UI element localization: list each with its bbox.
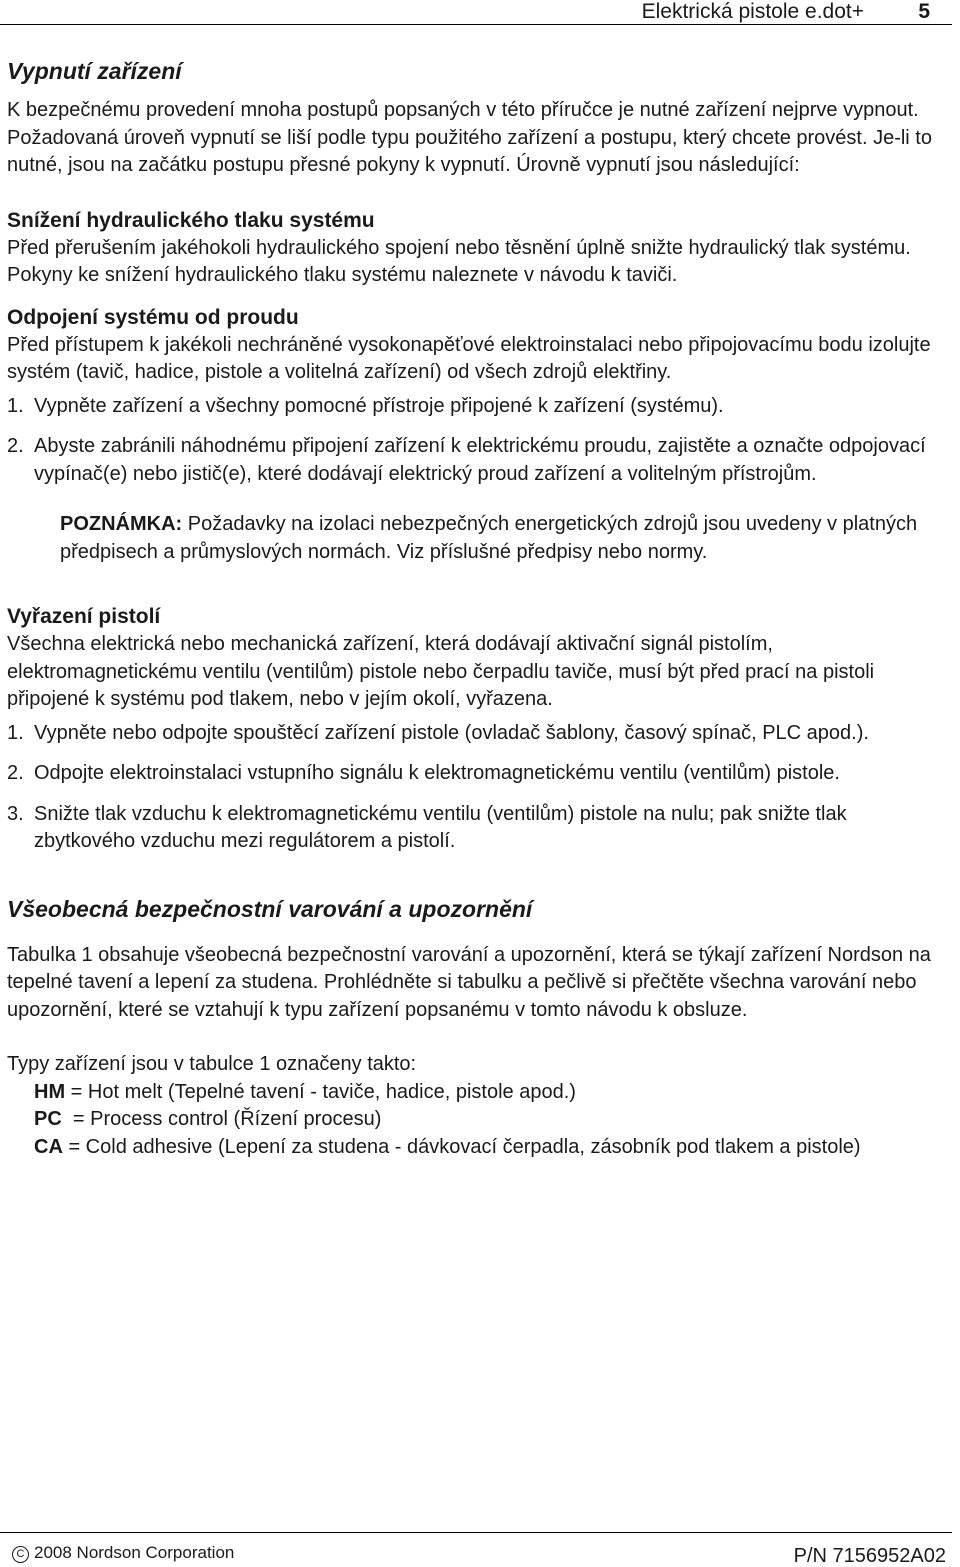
section-title-shutdown: Vypnutí zařízení: [7, 58, 182, 84]
type-row-hm: [34, 1079, 952, 1107]
list-item-number: 3.: [7, 802, 24, 825]
type-desc: = Cold adhesive (Lepení za studena - dávkovací čerpadla, zásobník pod tlakem a pistole): [62, 1135, 861, 1158]
type-code: HM: [34, 1080, 66, 1103]
safety-text: Tabulka 1 obsahuje všeobecná bezpečnostní varování a upozornění, která se týkají zařízení Nordson na tepelné tavení a lepení za studena. Prohlédněte si tabulku a pečlivě si přečtěte všechna varování nebo upozornění, které se vztahují k typu zařízení popsanému v tomto návodu k obsluze.: [7, 943, 931, 1021]
list-item-text: Abyste zabránili náhodnému připojení zařízení k elektrickému proudu, zajistěte a označte odpojovací vypínač(e) nebo jistič(e), které dodávají elektrický proud zařízení a volitelným přístrojům.: [34, 435, 926, 485]
note-text: Požadavky na izolaci nebezpečných energetických zdrojů jsou uvedeny v platných předpisech a průmyslových normách. Viz příslušné předpisy nebo normy.: [60, 513, 918, 563]
hydraulic-text: Před přerušením jakéhokoli hydraulického spojení nebo těsnění úplně snižte hydraulický tlak systému. Pokyny ke snížení hydraulického tlaku systému naleznete v návodu k taviči.: [7, 236, 911, 286]
list-item-number: 1.: [7, 394, 24, 417]
list-item-text: Snižte tlak vzduchu k elektromagnetickému ventilu (ventilům) pistole na nulu; pak snižte tlak zbytkového vzduchu mezi regulátorem a pistolí.: [34, 802, 847, 852]
list-item: [7, 393, 952, 421]
page-footer: [0, 1532, 952, 1567]
type-row-pc: [34, 1106, 952, 1134]
page-content: [7, 56, 952, 1161]
type-desc: = Hot melt (Tepelné tavení - taviče, hadice, pistole apod.): [65, 1080, 576, 1103]
type-desc: = Process control (Řízení procesu): [61, 1108, 382, 1130]
hydraulic-title: Snížení hydraulického tlaku systému: [7, 208, 375, 232]
part-number: P/N 7156952A02: [793, 1545, 946, 1567]
type-row-ca: [34, 1134, 952, 1162]
note-block: [60, 511, 952, 566]
guns-text: Všechna elektrická nebo mechanická zařízení, která dodávají aktivační signál pistolím, elektromagnetickému ventilu (ventilům) pistole nebo čerpadlu taviče, musí být před prací na pistoli připojené k systému pod tlakem, nebo v jejím okolí, vyřazena.: [7, 633, 875, 710]
shutdown-intro: K bezpečnému provedení mnoha postupů popsaných v této příručce je nutné zařízení nejprve vypnout. Požadovaná úroveň vypnutí se liší podle typu použitého zařízení a postupu, který chcete provést. Je-li to nutné, jsou na začátku postupu přesné pokyny k vypnutí. Úrovně vypnutí jsou následující:: [7, 99, 932, 176]
list-item-number: 2.: [7, 762, 24, 784]
note-label: POZNÁMKA:: [60, 513, 183, 535]
list-item-number: 1.: [7, 721, 24, 744]
page-number: 5: [918, 0, 930, 23]
list-item: [7, 760, 952, 788]
page-header: [0, 0, 952, 25]
list-item-text: Odpojte elektroinstalaci vstupního signálu k elektromagnetickému ventilu (ventilům) pistole.: [34, 762, 840, 784]
list-item-number: 2.: [7, 435, 24, 457]
guns-title: Vyřazení pistolí: [7, 605, 161, 628]
disconnect-text: Před přístupem k jakékoli nechráněné vysokonapěťové elektroinstalaci nebo připojovacímu bodu izolujte systém (tavič, hadice, pistole a volitelná zařízení) od všech zdrojů elektřiny.: [7, 333, 931, 383]
safety-title: Všeobecná bezpečnostní varování a upozornění: [7, 895, 533, 922]
type-code: PC: [34, 1108, 62, 1130]
list-item-text: Vypněte zařízení a všechny pomocné přístroje připojené k zařízení (systému).: [34, 394, 724, 417]
copyright: [12, 1543, 234, 1563]
copyright-text: 2008 Nordson Corporation: [34, 1543, 235, 1562]
list-item: [7, 720, 952, 748]
disconnect-title: Odpojení systému od proudu: [7, 305, 299, 329]
type-code: CA: [34, 1135, 63, 1158]
header-title: Elektrická pistole e.dot+: [641, 0, 864, 23]
list-item-text: Vypněte nebo odpojte spouštěcí zařízení pistole (ovladač šablony, časový spínač, PLC apod.).: [34, 721, 869, 744]
copyright-icon: C: [12, 1546, 29, 1563]
list-item: [7, 433, 952, 488]
types-intro: Typy zařízení jsou v tabulce 1 označeny takto:: [7, 1053, 417, 1075]
list-item: [7, 801, 952, 856]
